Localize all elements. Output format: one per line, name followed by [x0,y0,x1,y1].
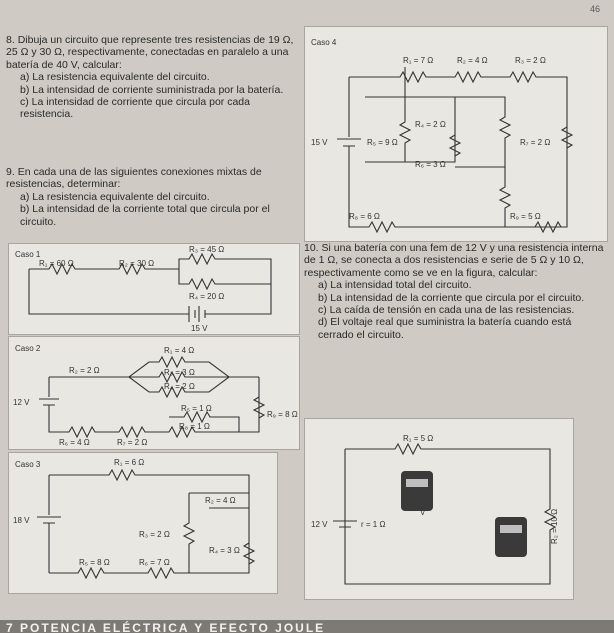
fig10-voltmeter-label: V [420,508,426,517]
circuit-fig-10-diagram [305,419,573,599]
case4-r4: R₄ = 2 Ω [415,120,446,129]
case3-title: Caso 3 [15,460,41,469]
question-10 [304,242,606,341]
case3-r3: R₃ = 2 Ω [139,530,170,539]
case4-r2: R₂ = 4 Ω [457,56,488,65]
case1-r2: R₂ = 30 Ω [119,259,155,268]
case2-r3: R₃ = 3 Ω [164,368,195,377]
question-8 [6,34,296,121]
case3-r6: R₆ = 7 Ω [139,558,170,567]
q10-number: 10. [304,242,319,254]
case2-r9: R₉ = 8 Ω [267,410,298,419]
case2-r7: R₇ = 2 Ω [117,438,148,447]
fig10-r-internal: r = 1 Ω [361,520,386,529]
case2-title: Caso 2 [15,344,41,353]
case4-battery: 15 V [311,138,328,147]
case3-r5: R₅ = 8 Ω [79,558,110,567]
case1-title: Caso 1 [15,250,41,259]
case3-r2: R₂ = 4 Ω [205,496,236,505]
q10-d: d) El voltaje real que suministra la batería cuando está cerrado el circuito. [318,316,572,341]
q8-number: 8. [6,34,15,46]
case2-r6: R₆ = 4 Ω [59,438,90,447]
q9-b: b) La intensidad de la corriente total que circula por el circuito. [20,203,270,228]
circuit-case-2-diagram [9,337,299,449]
q8-c: c) La intensidad de corriente que circula por cada resistencia. [20,96,250,121]
case1-r1: R₁ = 60 Ω [39,259,74,268]
voltmeter-right-display [500,525,522,533]
page-number: 46 [590,4,601,14]
case4-r6: R₆ = 3 Ω [415,160,446,169]
circuit-fig-10 [304,418,574,600]
q9-number: 9. [6,166,15,178]
case1-r4: R₄ = 20 Ω [189,292,225,301]
q10-intro: Si una batería con una fem de 12 V y una resistencia interna de 1 Ω, se conecta a dos resistencias e serie de 5 Ω y 10 Ω, respectivamente como se ve en la figura, calcular: [304,242,604,279]
case4-r8: R₈ = 6 Ω [349,212,380,221]
q10-b: b) La intensidad de la corriente que circula por el circuito. [318,291,585,304]
fig10-r1: R₁ = 5 Ω [403,434,434,443]
question-9 [6,166,298,228]
circuit-case-3 [8,452,278,594]
q9-a: a) La resistencia equivalente del circuito. [20,190,210,203]
voltmeter-left-icon [401,471,433,511]
q10-a: a) La intensidad total del circuito. [318,279,472,292]
q8-a: a) La resistencia equivalente del circuito. [20,71,210,84]
circuit-case-4-diagram [305,27,607,241]
case2-battery: 12 V [13,398,30,407]
case1-r3: R₃ = 45 Ω [189,245,225,254]
case4-r5: R₅ = 9 Ω [367,138,398,147]
case1-battery: 15 V [191,324,208,333]
circuit-case-2 [8,336,300,450]
voltmeter-right-icon [495,517,527,557]
case2-r8: R₈ = 1 Ω [179,422,210,431]
circuit-case-3-diagram [9,453,277,593]
q8-intro: Dibuja un circuito que represente tres resistencias de 19 Ω, 25 Ω y 30 Ω, respectivamente, conectadas en paralelo a una batería de 40 V, calcular: [6,34,294,71]
circuit-case-1 [8,243,300,335]
section-footer: 7 POTENCIA ELÉCTRICA Y EFECTO JOULE [0,620,614,633]
case3-r1: R₁ = 6 Ω [114,458,145,467]
case3-battery: 18 V [13,516,30,525]
q9-intro: En cada una de las siguientes conexiones mixtas de resistencias, determinar: [6,166,262,191]
case3-r4: R₄ = 3 Ω [209,546,240,555]
case2-r1: R₁ = 4 Ω [164,346,195,355]
case2-r4: R₄ = 2 Ω [164,382,195,391]
case2-r5: R₅ = 1 Ω [181,404,212,413]
voltmeter-left-display [406,479,428,487]
case2-r2: R₂ = 2 Ω [69,366,100,375]
case4-r1: R₁ = 7 Ω [403,56,434,65]
case4-r3: R₃ = 2 Ω [515,56,546,65]
case4-r9: R₉ = 5 Ω [510,212,541,221]
fig10-battery: 12 V [311,520,328,529]
case4-title: Caso 4 [311,38,337,47]
fig10-r2: R₂ = 10 Ω [550,508,559,544]
q8-b: b) La intensidad de corriente suministrada por la batería. [20,83,284,96]
circuit-case-1-diagram [9,244,299,334]
q10-c: c) La caída de tensión en cada una de las resistencias. [318,304,575,317]
case4-r7: R₇ = 2 Ω [520,138,551,147]
circuit-case-4 [304,26,608,242]
